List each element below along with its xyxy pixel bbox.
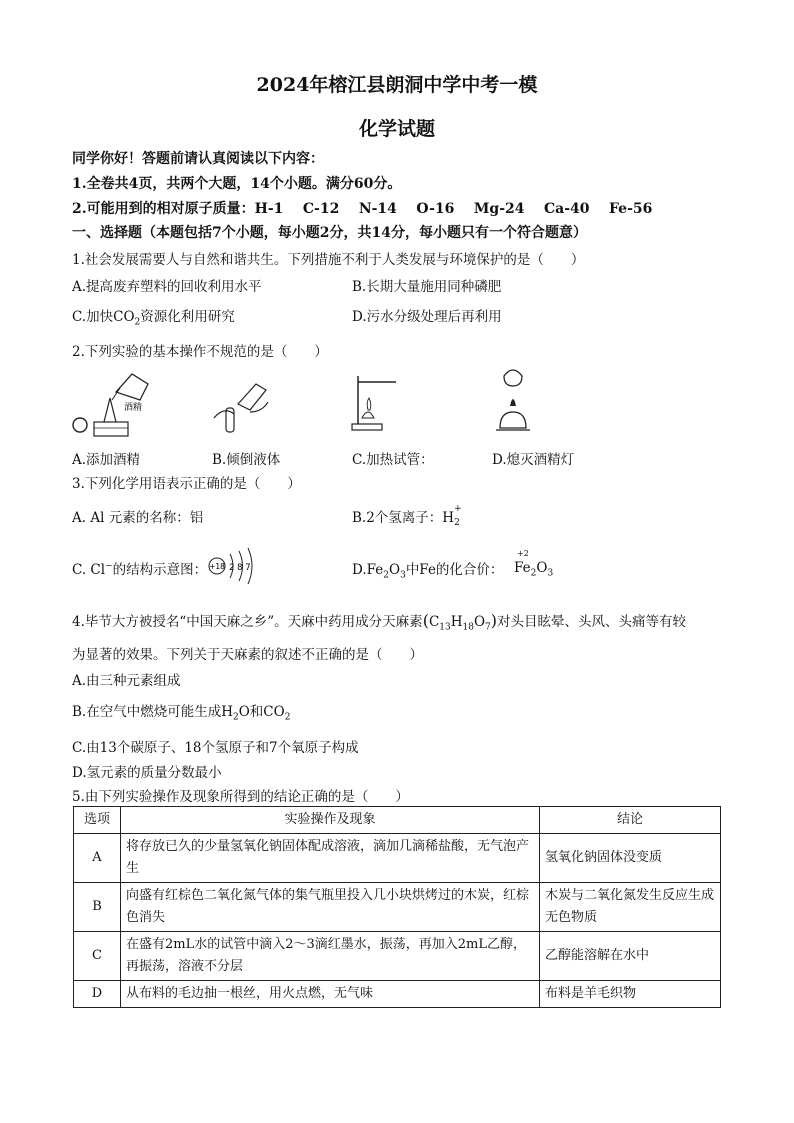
- question-2-option-a: A.添加酒精: [72, 452, 141, 468]
- row-operation: 从布料的毛边抽一根丝，用火点燃，无气味: [121, 981, 540, 1008]
- section-heading: 一、选择题（本题包括7个小题，每小题2分，共14分，每小题只有一个符合题意）: [72, 225, 587, 241]
- table-header-row: [74, 807, 721, 834]
- table-row: [74, 834, 721, 883]
- question-2-stem: 2.下列实验的基本操作不规范的是（ ）: [72, 344, 328, 360]
- table-row: [74, 883, 721, 932]
- question-1-option-b: B.长期大量施用同种磷肥: [352, 279, 502, 295]
- question-5-stem: 5.由下列实验操作及现象所得到的结论正确的是（ ）: [72, 789, 409, 805]
- table-row: [74, 981, 721, 1008]
- bottle-label: 酒精: [124, 403, 143, 413]
- question-4-option-c: C.由13个碳原子、18个氢原子和7个氧原子构成: [72, 740, 359, 756]
- row-conclusion: 木炭与二氧化氮发生反应生成无色物质: [540, 883, 721, 932]
- question-4-stem-line-2: 为显著的效果。下列关于天麻素的叙述不正确的是（ ）: [72, 647, 423, 663]
- question-4-stem-line-1: 4.毕节大方被授名“中国天麻之乡”。天麻中药用成分天麻素$(C_{13}H_{18}O_7)$对头目眩晕、头风、头痛等有较: [72, 611, 687, 633]
- table-row: [74, 932, 721, 981]
- question-3-stem: 3.下列化学用语表示正确的是（ ）: [72, 476, 301, 492]
- greeting: 同学你好！答题前请认真阅读以下内容：: [72, 151, 324, 167]
- question-1-option-a: A.提高废弃塑料的回收利用水平: [72, 279, 262, 295]
- question-3-option-c: C. Cl−的结构示意图：: [72, 561, 208, 578]
- row-operation: 向盛有红棕色二氧化氮气体的集气瓶里投入几小块烘烤过的木炭，红棕色消失: [121, 883, 540, 932]
- row-operation: 将存放已久的少量氢氧化钠固体配成溶液，滴加几滴稀盐酸，无气泡产生: [121, 834, 540, 883]
- question-3-option-d: $D.Fe_2O_3$中Fe的化合价：: [352, 562, 504, 581]
- row-conclusion: 乙醇能溶解在水中: [540, 932, 721, 981]
- question-4-option-a: A.由三种元素组成: [72, 673, 181, 689]
- page-subtitle: 化学试题: [358, 118, 435, 140]
- figure-adding-alcohol: [70, 370, 160, 442]
- row-option: D: [74, 981, 121, 1008]
- page-title: 2024年榕江县朗洞中学中考一模: [256, 74, 538, 96]
- figure-pouring-liquid: [210, 378, 274, 436]
- valence-formula: Fe +2 $_2O_3$: [514, 549, 554, 579]
- header-operation: 实验操作及现象: [121, 807, 540, 834]
- nucleus-label: +18: [209, 562, 225, 571]
- chloride-ion-structure-diagram: [206, 546, 266, 586]
- question-2-option-c: C.加热试管：: [352, 452, 434, 468]
- row-option: C: [74, 932, 121, 981]
- question-2-option-d: D.熄灭酒精灯: [492, 452, 575, 468]
- note-1: 1.全卷共4页，共两个大题，14个小题。满分60分。: [72, 176, 402, 192]
- row-option: B: [74, 883, 121, 932]
- question-5-table: [73, 806, 721, 1008]
- shell-electrons-label: 2 8 7: [229, 563, 251, 573]
- question-1-option-d: D.污水分级处理后再利用: [352, 309, 502, 325]
- header-conclusion: 结论: [540, 807, 721, 834]
- question-2-option-b: B.倾倒液体: [212, 452, 281, 468]
- row-conclusion: 布料是羊毛织物: [540, 981, 721, 1008]
- question-1-option-c: C.加快$CO_2$资源化利用研究: [72, 309, 235, 328]
- figure-extinguishing-lamp: [488, 366, 538, 436]
- question-3-option-b: B.2个氢离子：H + 2: [352, 504, 462, 528]
- question-4-option-b: B.在空气中燃烧可能生成$H_2O$和$CO_2$: [72, 704, 291, 723]
- header-option: 选项: [74, 807, 121, 834]
- row-conclusion: 氢氧化钠固体没变质: [540, 834, 721, 883]
- question-1-stem: 1.社会发展需要人与自然和谐共生。下列措施不利于人类发展与环境保护的是（ ）: [72, 252, 585, 268]
- note-2: 2.可能用到的相对原子质量：H-1 C-12 N-14 O-16 Mg-24 Ca-40 Fe-56: [72, 201, 653, 217]
- figure-heating-test-tube: [348, 372, 408, 434]
- question-3-option-a: A. Al 元素的名称：铝: [72, 510, 204, 526]
- row-option: A: [74, 834, 121, 883]
- question-4-option-d: D.氢元素的质量分数最小: [72, 765, 222, 781]
- row-operation: 在盛有2mL水的试管中滴入2～3滴红墨水，振荡，再加入2mL乙醇，再振荡，溶液不分层: [121, 932, 540, 981]
